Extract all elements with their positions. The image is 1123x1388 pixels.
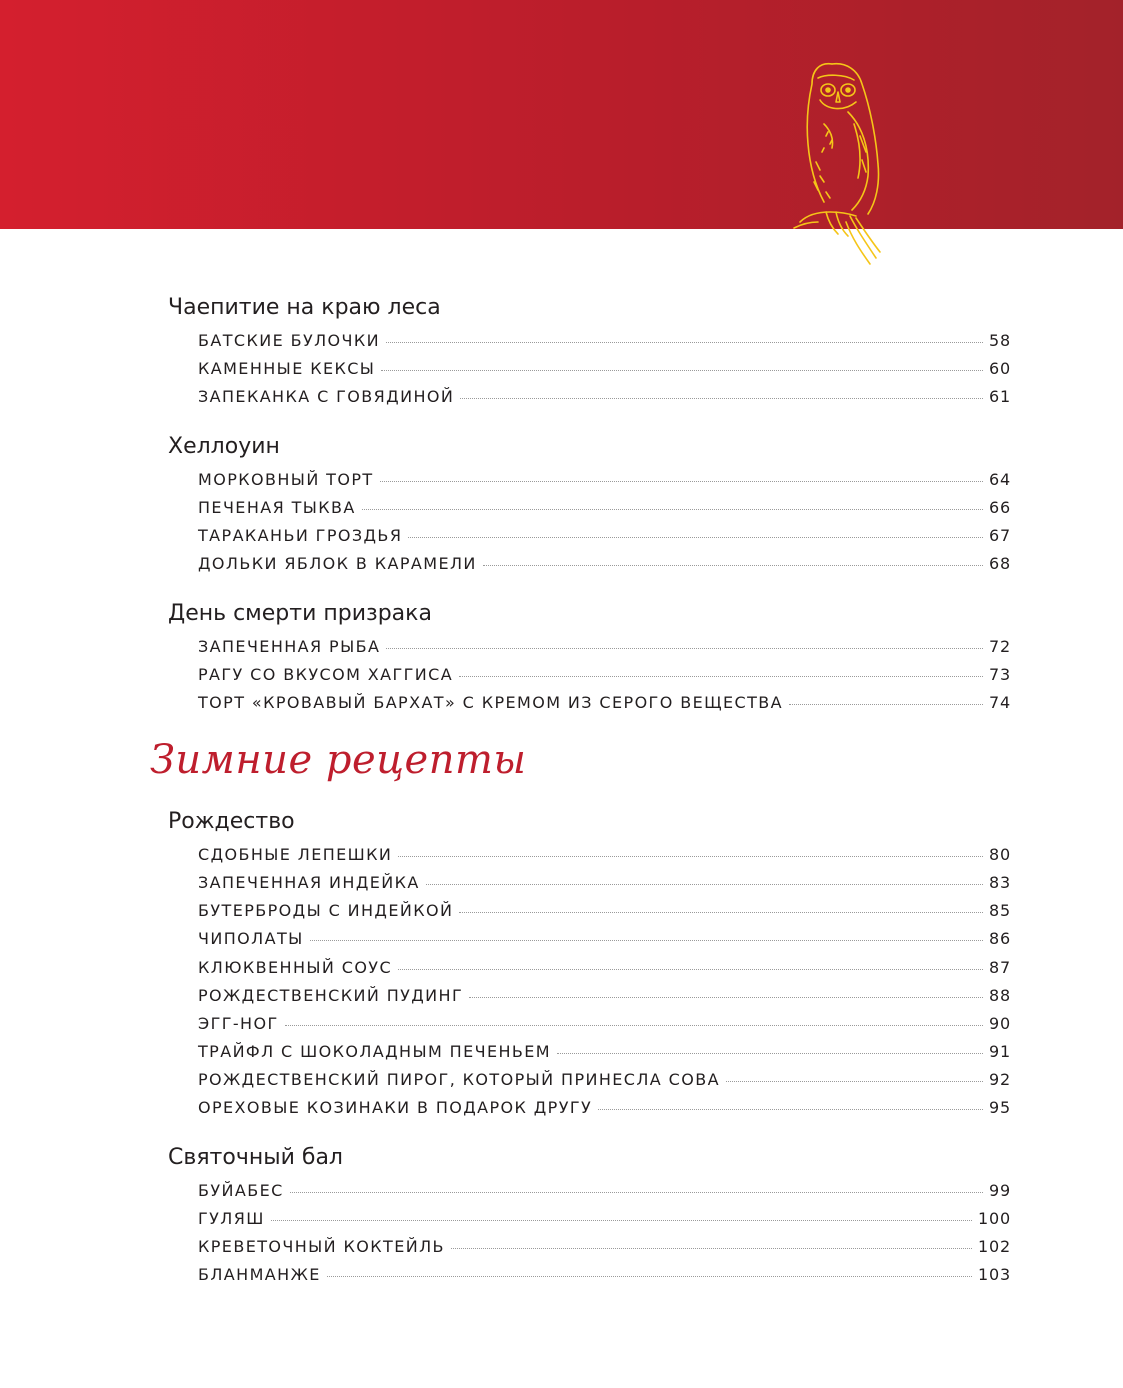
leader-dots [310, 940, 983, 941]
toc-entry[interactable] [198, 1237, 1011, 1261]
entry-page: 92 [989, 1070, 1011, 1089]
leader-dots [469, 997, 983, 998]
entry-page: 64 [989, 470, 1011, 489]
entry-label: ЗАПЕКАНКА С ГОВЯДИНОЙ [198, 387, 455, 406]
entry-page: 67 [989, 526, 1011, 545]
leader-dots [398, 969, 983, 970]
leader-dots [459, 912, 983, 913]
entry-page: 100 [978, 1209, 1011, 1228]
entry-page: 74 [989, 693, 1011, 712]
leader-dots [459, 676, 983, 677]
toc-entry[interactable] [198, 1014, 1011, 1038]
leader-dots [285, 1025, 983, 1026]
entry-page: 61 [989, 387, 1011, 406]
leader-dots [726, 1081, 983, 1082]
toc-entry[interactable] [198, 958, 1011, 982]
leader-dots [557, 1053, 983, 1054]
entry-page: 86 [989, 929, 1011, 948]
leader-dots [460, 398, 983, 399]
entry-label: ЧИПОЛАТЫ [198, 929, 304, 948]
toc-entry[interactable] [198, 665, 1011, 689]
leader-dots [398, 856, 983, 857]
entry-label: БАТСКИЕ БУЛОЧКИ [198, 331, 381, 350]
entry-label: БУТЕРБРОДЫ С ИНДЕЙКОЙ [198, 901, 454, 920]
entry-label: РОЖДЕСТВЕНСКИЙ ПИРОГ, КОТОРЫЙ ПРИНЕСЛА СОВА [198, 1070, 720, 1089]
leader-dots [789, 704, 983, 705]
entry-label: ТАРАКАНЬИ ГРОЗДЬЯ [198, 526, 403, 545]
entry-page: 80 [989, 845, 1011, 864]
entry-label: КРЕВЕТОЧНЫЙ КОКТЕЙЛЬ [198, 1237, 445, 1256]
part-title: Зимние рецепты [150, 737, 527, 783]
entry-page: 91 [989, 1042, 1011, 1061]
toc-entry[interactable] [198, 1070, 1011, 1094]
toc-entry[interactable] [198, 554, 1011, 578]
entry-label: КЛЮКВЕННЫЙ СОУС [198, 958, 393, 977]
section-title: Святочный бал [168, 1145, 343, 1170]
section-title: Чаепитие на краю леса [168, 295, 441, 320]
section-title: День смерти призрака [168, 601, 432, 626]
toc-entry[interactable] [198, 901, 1011, 925]
entry-label: МОРКОВНЫЙ ТОРТ [198, 470, 374, 489]
entry-page: 102 [978, 1237, 1011, 1256]
leader-dots [386, 342, 983, 343]
entry-label: ТРАЙФЛ С ШОКОЛАДНЫМ ПЕЧЕНЬЕМ [198, 1042, 551, 1061]
leader-dots [362, 509, 983, 510]
leader-dots [483, 565, 983, 566]
entry-label: ЭГГ-НОГ [198, 1014, 279, 1033]
owl-icon [780, 52, 900, 267]
toc-entry[interactable] [198, 1209, 1011, 1233]
section-title: Хеллоуин [168, 434, 280, 459]
entry-label: СДОБНЫЕ ЛЕПЕШКИ [198, 845, 393, 864]
entry-page: 99 [989, 1181, 1011, 1200]
entry-page: 73 [989, 665, 1011, 684]
leader-dots [408, 537, 983, 538]
leader-dots [381, 370, 983, 371]
toc-entry[interactable] [198, 693, 1011, 717]
toc-entry[interactable] [198, 1098, 1011, 1122]
entry-page: 90 [989, 1014, 1011, 1033]
leader-dots [271, 1220, 972, 1221]
entry-label: ПЕЧЕНАЯ ТЫКВА [198, 498, 356, 517]
entry-page: 88 [989, 986, 1011, 1005]
entry-page: 87 [989, 958, 1011, 977]
leader-dots [386, 648, 983, 649]
toc-entry[interactable] [198, 1181, 1011, 1205]
toc-entry[interactable] [198, 387, 1011, 411]
leader-dots [327, 1276, 972, 1277]
toc-entry[interactable] [198, 331, 1011, 355]
entry-page: 68 [989, 554, 1011, 573]
toc-entry[interactable] [198, 470, 1011, 494]
entry-page: 72 [989, 637, 1011, 656]
entry-label: РАГУ СО ВКУСОМ ХАГГИСА [198, 665, 454, 684]
entry-page: 58 [989, 331, 1011, 350]
toc-entry[interactable] [198, 1042, 1011, 1066]
entry-label: ГУЛЯШ [198, 1209, 265, 1228]
toc-entry[interactable] [198, 637, 1011, 661]
leader-dots [598, 1109, 983, 1110]
leader-dots [451, 1248, 972, 1249]
entry-label: ОРЕХОВЫЕ КОЗИНАКИ В ПОДАРОК ДРУГУ [198, 1098, 593, 1117]
entry-label: РОЖДЕСТВЕНСКИЙ ПУДИНГ [198, 986, 464, 1005]
entry-label: ДОЛЬКИ ЯБЛОК В КАРАМЕЛИ [198, 554, 477, 573]
entry-page: 60 [989, 359, 1011, 378]
toc-entry[interactable] [198, 873, 1011, 897]
toc-entry[interactable] [198, 929, 1011, 953]
entry-label: КАМЕННЫЕ КЕКСЫ [198, 359, 376, 378]
entry-label: ЗАПЕЧЕННАЯ ИНДЕЙКА [198, 873, 420, 892]
toc-entry[interactable] [198, 986, 1011, 1010]
section-title: Рождество [168, 809, 295, 834]
entry-page: 66 [989, 498, 1011, 517]
toc-entry[interactable] [198, 845, 1011, 869]
leader-dots [426, 884, 983, 885]
entry-label: ТОРТ «КРОВАВЫЙ БАРХАТ» С КРЕМОМ ИЗ СЕРОГО ВЕЩЕСТВА [198, 693, 783, 712]
leader-dots [290, 1192, 983, 1193]
entry-label: БЛАНМАНЖЕ [198, 1265, 321, 1284]
toc-entry[interactable] [198, 1265, 1011, 1289]
entry-label: ЗАПЕЧЕННАЯ РЫБА [198, 637, 381, 656]
leader-dots [380, 481, 983, 482]
entry-page: 85 [989, 901, 1011, 920]
toc-entry[interactable] [198, 526, 1011, 550]
entry-page: 83 [989, 873, 1011, 892]
toc-entry[interactable] [198, 498, 1011, 522]
entry-label: БУЙАБЕС [198, 1181, 284, 1200]
entry-page: 95 [989, 1098, 1011, 1117]
entry-page: 103 [978, 1265, 1011, 1284]
header-banner [0, 0, 1123, 229]
toc-entry[interactable] [198, 359, 1011, 383]
